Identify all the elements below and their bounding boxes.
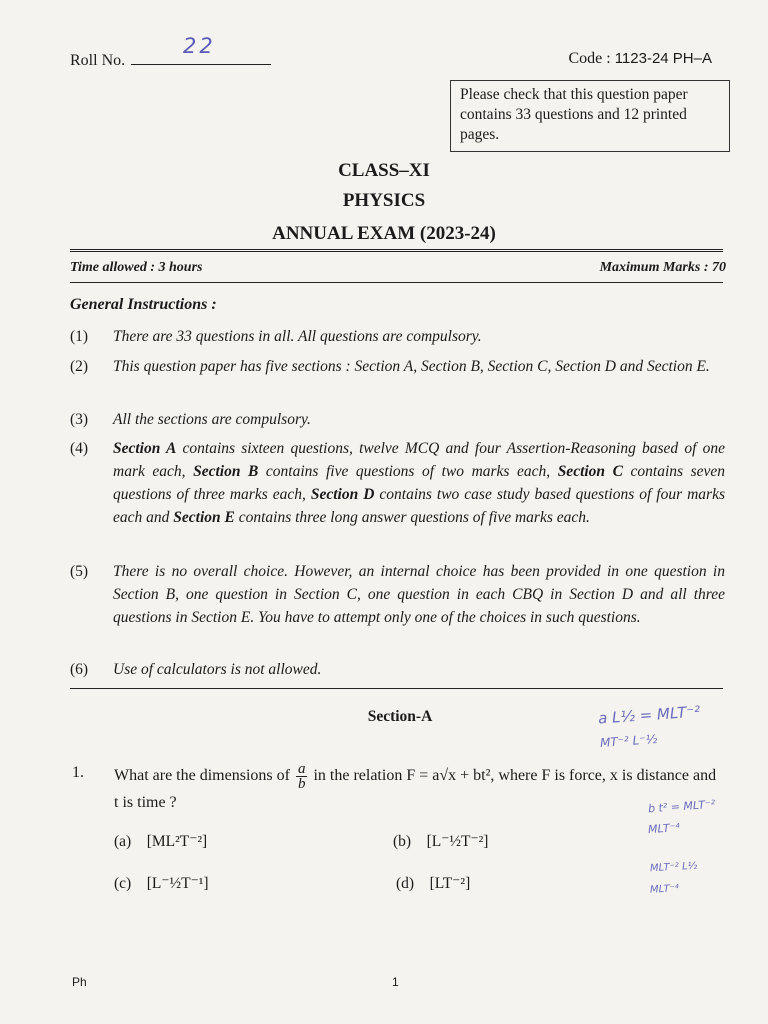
option-a: (a) [ML²T⁻²]	[114, 833, 208, 850]
top-rule	[70, 249, 723, 252]
handwritten-note: MLT⁻² L½	[649, 860, 698, 875]
subject-heading: PHYSICS	[342, 190, 426, 211]
handwritten-note: MLT⁻⁴	[649, 883, 680, 896]
instruction-item: (4) Section A contains sixteen questions, twelve MCQ and four Assertion-Reasoning based of one mark each, Section B contains five questions of two marks each, Section C contains seven questions of three marks each, Section D contains two case study based questions of four marks each and Section E contains three long answer questions of five marks each.	[70, 440, 725, 526]
footer-subject-code: Ph	[72, 975, 87, 989]
instruction-item: (1) There are 33 questions in all. All questions are compulsory.	[70, 328, 482, 345]
relation-formula: F = a√x + bt²,	[406, 767, 495, 785]
code-value: 1123-24 PH–A	[614, 50, 712, 67]
roll-handwritten-value: 22	[183, 34, 216, 58]
maximum-marks: Maximum Marks : 70	[599, 260, 726, 275]
question-text: What are the dimensions of $\frac{a}{b}$ in the relation F = a√x + bt², where F is force, x is distance and t is time ?	[114, 761, 717, 811]
instruction-item: (3) All the sections are compulsory.	[70, 411, 311, 428]
handwritten-note: MT⁻² L⁻½	[599, 732, 658, 750]
time-allowed: Time allowed : 3 hours	[70, 260, 203, 275]
option-c: (c) [L⁻½T⁻¹]	[114, 875, 209, 892]
exam-heading: ANNUAL EXAM (2023-24)	[272, 223, 496, 244]
class-heading: CLASS–XI	[338, 160, 430, 181]
code-label: Code :	[568, 50, 611, 67]
instruction-item: (5) There is no overall choice. However, an internal choice has been provided in one question in Section B, one question in Section C, one question in each CBQ in Section D and all three questions in Section E. You have to attempt only one of the choices in such questions.	[70, 563, 725, 626]
handwritten-note: a L½ = MLT⁻²	[597, 702, 701, 728]
fraction-a-over-b: $\frac{a}{b}$	[297, 761, 306, 792]
handwritten-note: b t² = MLT⁻²	[647, 797, 716, 816]
instructions-heading: General Instructions :	[70, 296, 217, 313]
paper-code	[568, 50, 712, 68]
handwritten-note: MLT⁻⁴	[647, 820, 681, 837]
roll-number	[70, 50, 271, 70]
option-d: (d) [LT⁻²]	[396, 875, 471, 892]
page-number: 1	[392, 975, 399, 989]
section-title: Section-A	[367, 708, 433, 725]
instructions-rule	[70, 688, 723, 689]
option-b: (b) [L⁻½T⁻²]	[393, 833, 489, 850]
roll-label: Roll No.	[70, 52, 126, 69]
question-number: 1.	[72, 764, 84, 781]
meta-rule	[70, 282, 723, 283]
instruction-item: (2) This question paper has five sections : Section A, Section B, Section C, Section D and Section E.	[70, 358, 710, 375]
check-note-box: Please check that this question paper contains 33 questions and 12 printed pages.	[450, 80, 730, 152]
instruction-item: (6) Use of calculators is not allowed.	[70, 661, 322, 678]
